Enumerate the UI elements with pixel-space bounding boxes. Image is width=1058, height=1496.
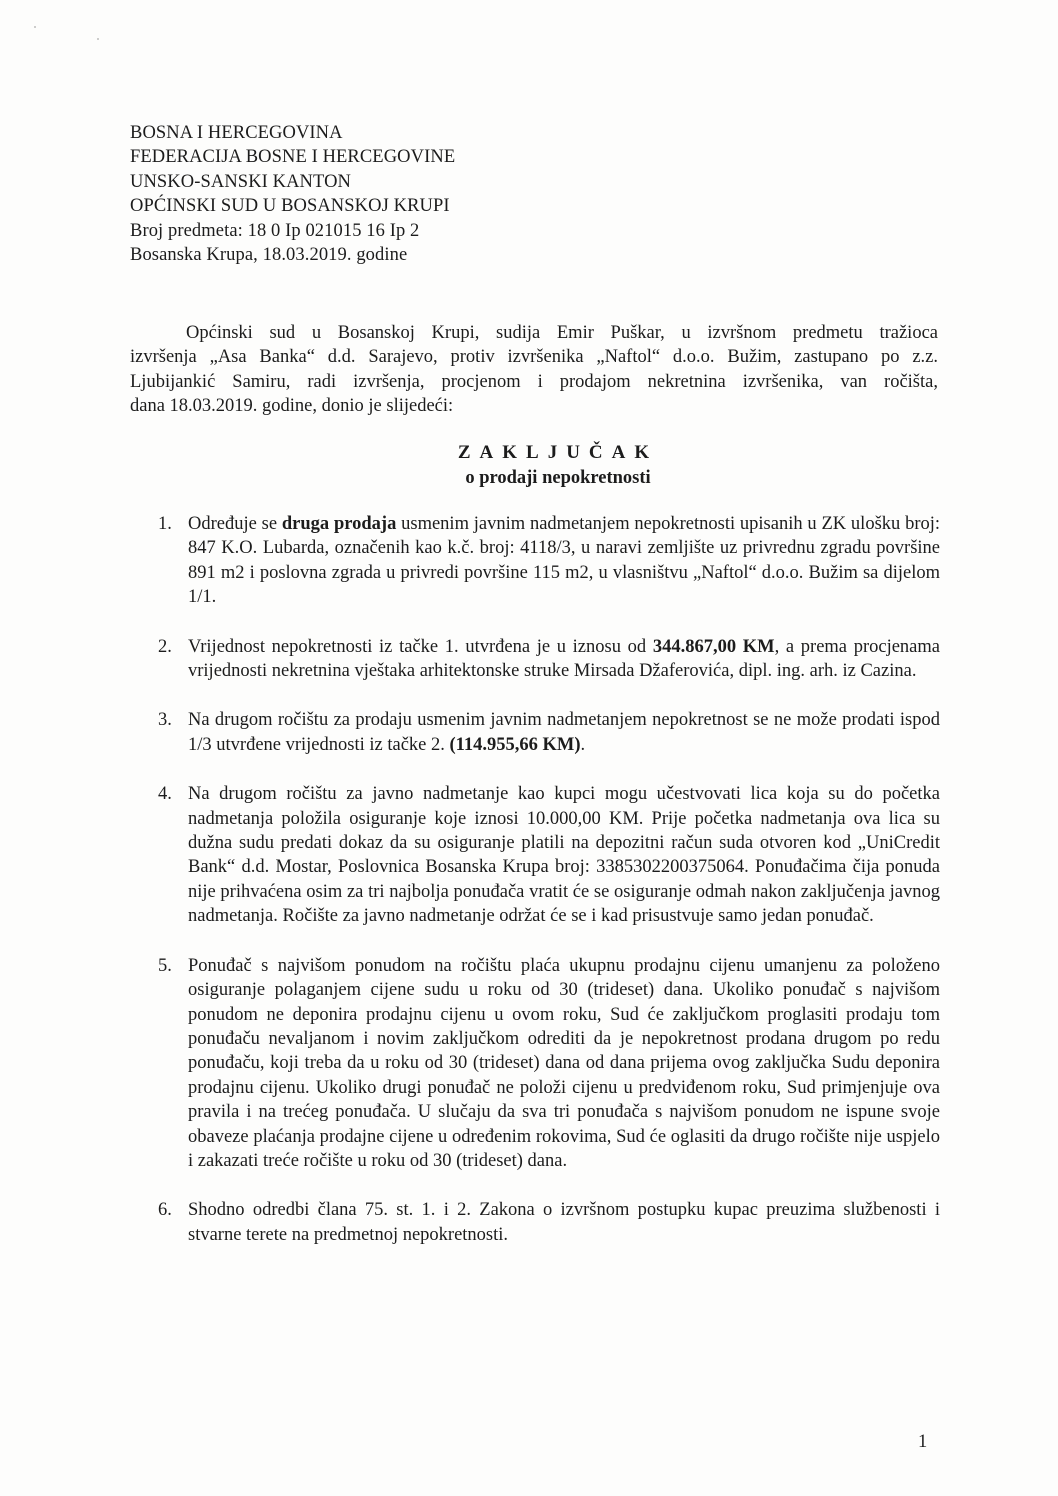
item-text: Na drugom ročištu za prodaju usmenim javnim nadmetanjem nepokretnost se ne može prodati ispod 1/3 utvrđene vrijednosti iz tačke 2. xyxy=(188,710,940,755)
item-text: Shodno odredbi člana 75. st. 1. i 2. Zakona o izvršnom postupku kupac preuzima službenosti i stvarne terete na predmetnoj nepokretnosti. xyxy=(188,1200,940,1245)
header-line: FEDERACIJA BOSNE I HERCEGOVINE xyxy=(130,147,456,168)
item-emphasis: druga prodaja xyxy=(281,514,397,534)
item-emphasis: 344.867,00 KM xyxy=(652,636,775,657)
decision-subtitle: o prodaji nepokretnosti xyxy=(465,468,651,488)
item-text: Određuje se xyxy=(188,514,282,534)
item-text: Vrijednost nepokretnosti iz tačke 1. utvrđena je u iznosu od xyxy=(188,636,653,657)
header-line: UNSKO-SANSKI KANTON xyxy=(130,171,352,192)
item-number: 4. xyxy=(158,784,172,805)
list-item xyxy=(130,708,940,757)
decision-title-block xyxy=(0,440,1058,490)
item-number: 2. xyxy=(158,636,172,657)
intro-line: Ljubijankić Samiru, radi izvršenja, procjenom i prodajom nekretnina izvršenika, van ročišta, xyxy=(130,371,938,392)
intro-paragraph xyxy=(130,321,938,419)
list-item xyxy=(130,1198,940,1247)
header-line: OPĆINSKI SUD U BOSANSKOJ KRUPI xyxy=(130,196,450,217)
scan-speck xyxy=(97,38,99,40)
page-number: 1 xyxy=(918,1432,928,1452)
item-text: Ponuđač s najvišom ponudom na ročištu plaća ukupnu prodajnu cijenu umanjenu za položeno osiguranje polaganjem cijene sudu u roku od 30 (trideset) dana. Ukoliko ponuđač s najvišom ponudom ne deponira prodajnu cijenu u ovom roku, Sud će zaključkom proglasiti prodaju tom ponuđaču nevaljanom i novim zaključkom odrediti da je nepokretnost prodana drugom po redu ponuđaču, koji treba da u roku od 30 (trideset) dana od dana prijema ovog zaključka Sudu deponira prodajnu cijenu. Ukoliko drugi ponuđač ne položi cijenu u predviđenom roku, Sud primjenjuje ova pravila i na trećeg ponuđača. U slučaju da sva tri ponuđača s najvišom ponudom ne ispune svoje obaveze plaćanja prodajne cijene u određenim rokovima, Sud će oglasiti da drugo ročište nije uspjelo i zakazati treće ročište u roku od 30 (trideset) dana. xyxy=(188,955,940,1171)
item-emphasis: (114.955,66 KM) xyxy=(449,734,581,755)
item-text: , a prema procjenama vrijednosti nekretnina vještaka arhitektonske struke Mirsada Džaferovića, dipl. ing. arh. iz Cazina. xyxy=(188,636,940,682)
item-text: usmenim javnim nadmetanjem nepokretnosti upisanih u ZK ulošku broj: 847 K.O. Lubarda, označenih kao k.č. broj: 4118/3, u naravi zemljište uz privrednu zgradu površine 891 m2 i poslovna zgrada u privredi površine 115 m2, u vlasništvu „Naftol“ d.o.o. Bužim sa dijelom 1/1. xyxy=(188,514,941,608)
court-header xyxy=(130,121,455,267)
header-line: BOSNA I HERCEGOVINA xyxy=(130,123,343,143)
list-item xyxy=(130,635,940,684)
list-item xyxy=(130,512,940,610)
list-item xyxy=(130,782,940,928)
list-item xyxy=(130,954,940,1174)
scan-speck xyxy=(34,26,36,28)
item-text: Na drugom ročištu za javno nadmetanje kao kupci mogu učestvovati lica koja su do početka nadmetanja položila osiguranje koje iznosi 10.000,00 KM. Prije početka nadmetanja ova lica su dužna sudu predati dokaz da su osiguranje platili na depozitni račun suda otvoren kod „UniCredit Bank“ d.d. Mostar, Poslovnica Bosanska Krupa broj: 3385302200375064. Ponuđačima čija ponuda nije prihvaćena osim za tri najbolja ponuđača vratit će se osiguranje odmah nakon zaključenja javnog nadmetanja. Ročište za javno nadmetanje održat će se i kad prisustvuje samo jedan ponuđač. xyxy=(188,784,940,927)
item-number: 3. xyxy=(158,710,172,731)
intro-line: izvršenja „Asa Banka“ d.d. Sarajevo, protiv izvršenika „Naftol“ d.o.o. Bužim, zastupano po z.z. xyxy=(130,347,938,368)
place-and-date: Bosanska Krupa, 18.03.2019. godine xyxy=(130,245,408,266)
decision-title: ZAKLJUČAK xyxy=(457,442,659,463)
item-number: 1. xyxy=(158,514,172,534)
intro-line: Općinski sud u Bosanskoj Krupi, sudija Emir Puškar, u izvršnom predmetu tražioca xyxy=(186,323,938,343)
intro-line: dana 18.03.2019. godine, donio je slijedeći: xyxy=(130,396,454,417)
item-number: 5. xyxy=(158,955,172,976)
item-number: 6. xyxy=(158,1200,172,1221)
decision-items xyxy=(130,512,940,1247)
case-number: Broj predmeta: 18 0 Ip 021015 16 Ip 2 xyxy=(130,220,420,241)
item-text: . xyxy=(580,734,586,755)
